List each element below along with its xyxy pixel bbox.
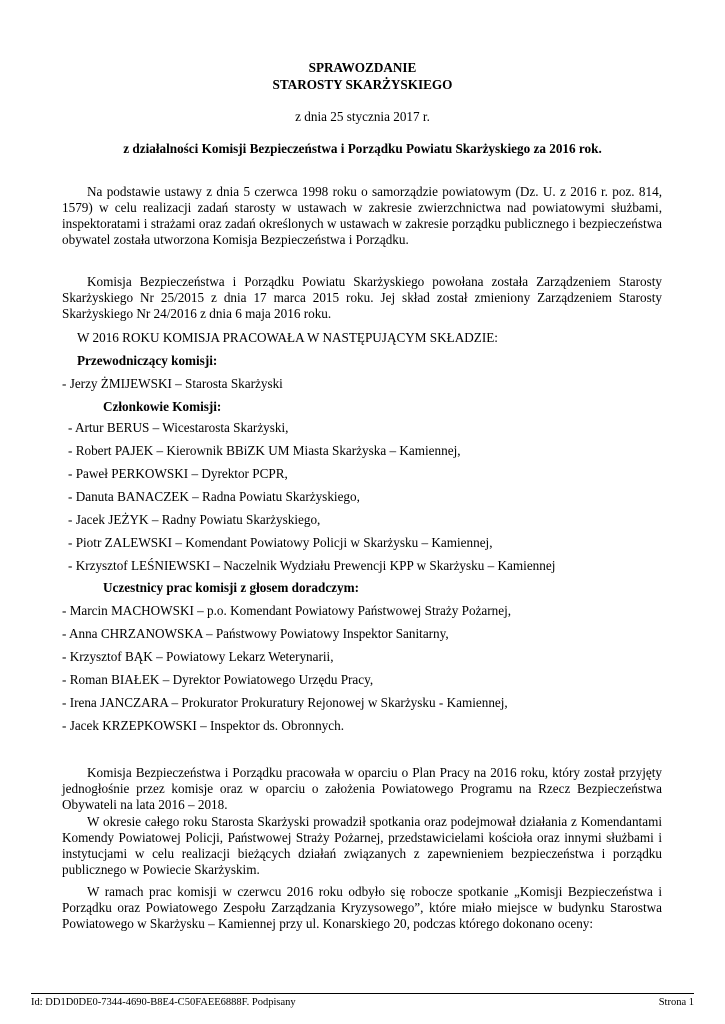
report-date: z dnia 25 stycznia 2017 r. xyxy=(295,109,430,124)
members-heading: Członkowie Komisji: xyxy=(103,399,222,414)
footer-divider xyxy=(31,993,694,994)
advisor-entry: - Anna CHRZANOWSKA – Państwowy Powiatowy Inspektor Sanitarny, xyxy=(62,626,449,641)
member-entry: - Robert PAJEK – Kierownik BBiZK UM Miasta Skarżyska – Kamiennej, xyxy=(68,443,461,458)
report-subject: z działalności Komisji Bezpieczeństwa i Porządku Powiatu Skarżyskiego za 2016 rok. xyxy=(123,141,602,156)
report-title-line1: SPRAWOZDANIE xyxy=(308,60,417,75)
member-entry: - Jacek JEŻYK – Radny Powiatu Skarżyskiego, xyxy=(68,512,321,527)
advisor-entry: - Roman BIAŁEK – Dyrektor Powiatowego Urzędu Pracy, xyxy=(62,672,374,687)
chair-heading: Przewodniczący komisji: xyxy=(77,353,218,368)
work-paragraph-3: W ramach prac komisji w czerwcu 2016 roku odbyło się robocze spotkanie „Komisji Bezpieczeństwa i Porządku oraz Powiatowego Zespołu Zarządzania Kryzysowego”, które miało miejsce w budynku Starostwa Powiatowego w Skarżysku – Kamiennej przy ul. Konarskiego 20, podczas którego dokonano oceny: xyxy=(62,884,662,931)
footer-page-number: Strona 1 xyxy=(658,997,694,1008)
member-entry: - Krzysztof LEŚNIEWSKI – Naczelnik Wydziału Prewencji KPP w Skarżysku – Kamiennej xyxy=(68,558,556,573)
advisor-entry: - Marcin MACHOWSKI – p.o. Komendant Powiatowy Państwowej Straży Pożarnej, xyxy=(62,603,512,618)
intro-paragraph-2: Komisja Bezpieczeństwa i Porządku Powiatu Skarżyskiego powołana została Zarządzeniem Starosty Skarżyskiego Nr 25/2015 z dnia 17 marca 2015 roku. Jej skład został zmieniony Zarządzeniem Starosty Skarżyskiego Nr 24/2016 z dnia 6 maja 2016 roku. xyxy=(62,274,662,321)
member-entry: - Piotr ZALEWSKI – Komendant Powiatowy Policji w Skarżysku – Kamiennej, xyxy=(68,535,493,550)
report-title-line2: STAROSTY SKARŻYSKIEGO xyxy=(272,77,453,92)
member-entry: - Paweł PERKOWSKI – Dyrektor PCPR, xyxy=(68,466,288,481)
advisors-heading: Uczestnicy prac komisji z głosem doradczym: xyxy=(103,580,359,595)
advisor-entry: - Irena JANCZARA – Prokurator Prokuratury Rejonowej w Skarżysku - Kamiennej, xyxy=(62,695,508,710)
composition-heading: W 2016 ROKU KOMISJA PRACOWAŁA W NASTĘPUJĄCYM SKŁADZIE: xyxy=(77,330,498,345)
chair-entry: - Jerzy ŻMIJEWSKI – Starosta Skarżyski xyxy=(62,376,283,391)
advisor-entry: - Jacek KRZEPKOWSKI – Inspektor ds. Obronnych. xyxy=(62,718,345,733)
member-entry: - Artur BERUS – Wicestarosta Skarżyski, xyxy=(68,420,289,435)
member-entry: - Danuta BANACZEK – Radna Powiatu Skarżyskiego, xyxy=(68,489,360,504)
advisor-entry: - Krzysztof BĄK – Powiatowy Lekarz Weterynarii, xyxy=(62,649,334,664)
work-paragraph-2: W okresie całego roku Starosta Skarżyski prowadził spotkania oraz podejmował działania z Komendantami Komendy Powiatowej Policji, Państwowej Straży Pożarnej, przedstawicielami kościoła oraz innymi służbami i instytucjami w celu realizacji bieżących działań związanych z zapewnieniem bezpieczeństwa i porządku publicznego w Powiecie Skarżyskim. xyxy=(62,814,662,877)
intro-paragraph-1: Na podstawie ustawy z dnia 5 czerwca 1998 roku o samorządzie powiatowym (Dz. U. z 2016 r. poz. 814, 1579) w celu realizacji zadań starosty w ustawach w zakresie zwierzchnictwa nad powiatowymi służbami, inspektoratami i strażami oraz zadań określonych w ustawach w zakresie porządku publicznego i bezpieczeństwa obywatel została utworzona Komisja Bezpieczeństwa i Porządku. xyxy=(62,184,662,247)
work-paragraph-1: Komisja Bezpieczeństwa i Porządku pracowała w oparciu o Plan Pracy na 2016 roku, który został przyjęty jednogłośnie przez komisje oraz w oparciu o założenia Powiatowego Programu na Rzecz Bezpieczeństwa Obywateli na lata 2016 – 2018. xyxy=(62,765,662,812)
footer-document-id: Id: DD1D0DE0-7344-4690-B8E4-C50FAEE6888F. Podpisany xyxy=(31,997,296,1008)
